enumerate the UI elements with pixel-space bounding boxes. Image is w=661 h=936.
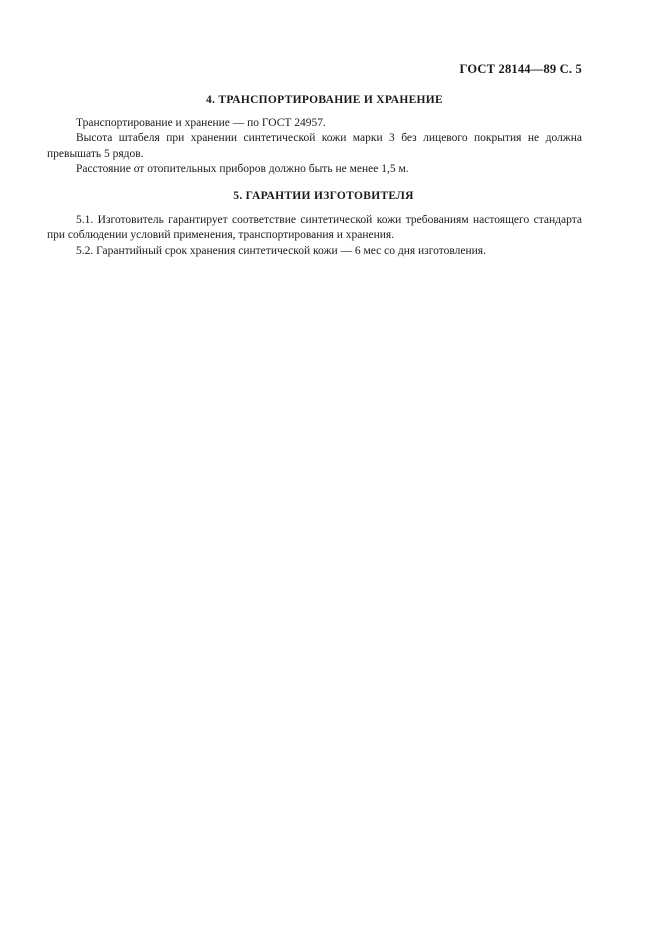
section-transport-storage	[47, 93, 582, 177]
section-manufacturer-warranty	[47, 189, 582, 259]
paragraph: Высота штабеля при хранении синтетической кожи марки 3 без лицевого покрытия не должна превышать 5 рядов.	[47, 132, 582, 160]
paragraph: 5.1. Изготовитель гарантирует соответствие синтетической кожи требованиям настоящего стандарта при соблюдении условий применения, транспортирования и хранения.	[47, 214, 582, 242]
paragraph: Расстояние от отопительных приборов должно быть не менее 1,5 м.	[76, 162, 409, 175]
document-body	[47, 93, 582, 259]
paragraph: 5.2. Гарантийный срок хранения синтетической кожи — 6 мес со дня изготовления.	[76, 244, 486, 257]
paragraph: Транспортирование и хранение — по ГОСТ 24957.	[76, 117, 326, 130]
running-header: ГОСТ 28144—89 С. 5	[459, 62, 582, 76]
section-title: 5. ГАРАНТИИ ИЗГОТОВИТЕЛЯ	[233, 190, 414, 203]
section-title: 4. ТРАНСПОРТИРОВАНИЕ И ХРАНЕНИЕ	[206, 94, 443, 106]
